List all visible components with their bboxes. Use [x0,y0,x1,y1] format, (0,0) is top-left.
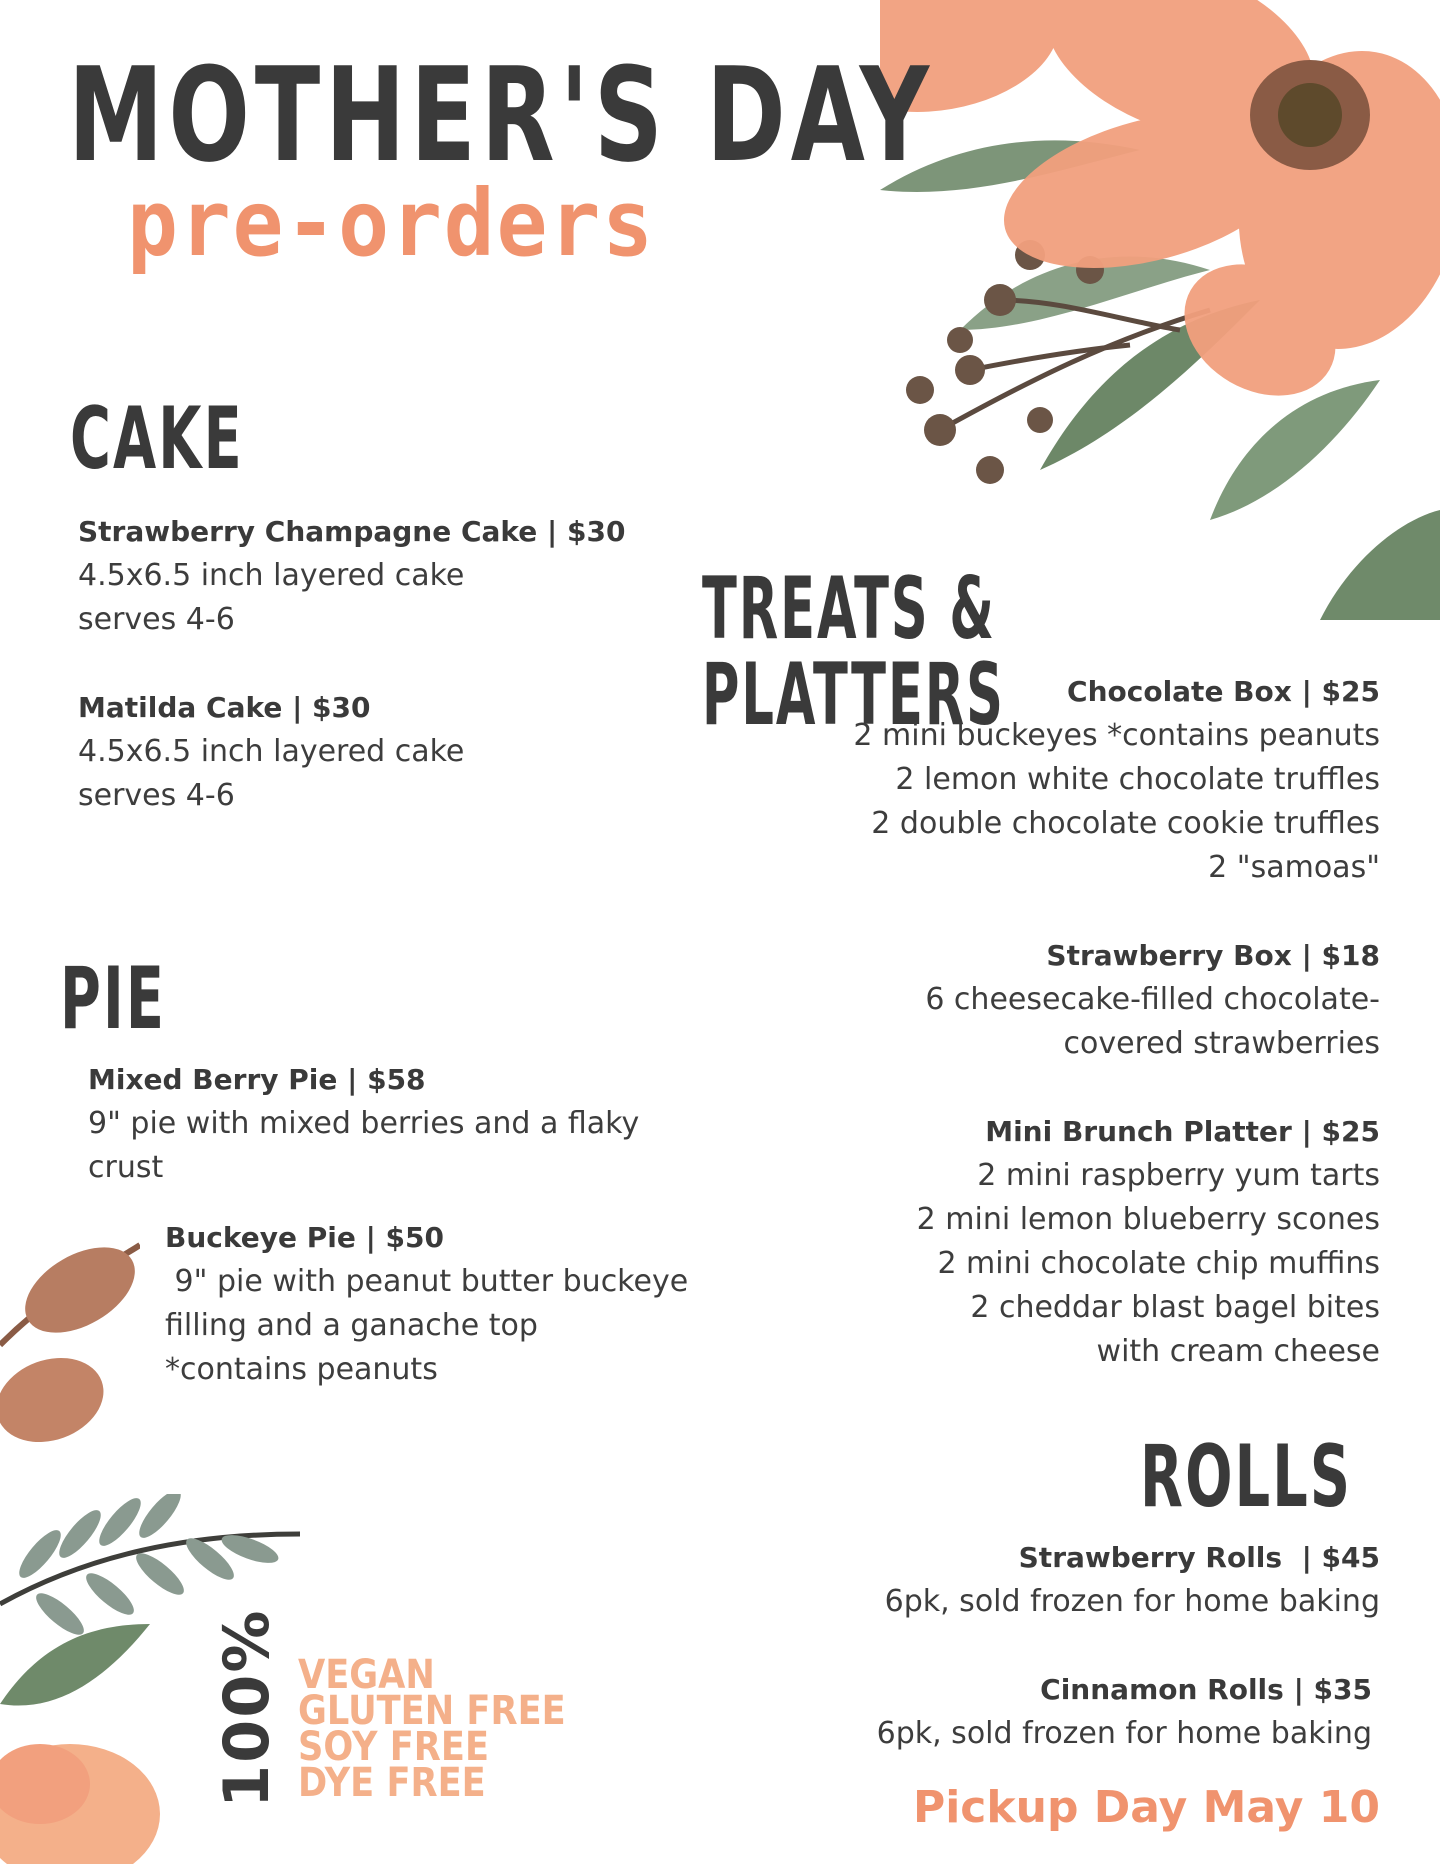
item-line: 4.5x6.5 inch layered cake [78,558,465,593]
item-line: 2 mini raspberry yum tarts [977,1158,1380,1193]
item-title: Chocolate Box | $25 [1067,675,1380,708]
item-title: Strawberry Rolls | $45 [1018,1541,1380,1574]
item-line: 2 "samoas" [1208,850,1380,885]
pickup-day: Pickup Day May 10 [912,1782,1380,1833]
treats-heading: TREATS & PLATTERS [702,559,1005,745]
cake-item-1 [78,510,625,642]
badge-line: GLUTEN FREE [298,1688,566,1734]
item-title: Strawberry Box | $18 [1046,939,1380,972]
item-line: *contains peanuts [165,1352,438,1387]
rolls-heading: ROLLS [1140,1427,1353,1527]
item-line: 6pk, sold frozen for home baking [876,1716,1372,1751]
leaf-illustration-left [0,1225,140,1485]
item-line: crust [88,1150,164,1185]
item-line: 6 cheesecake-filled chocolate- [925,982,1380,1017]
badge-line: SOY FREE [298,1724,490,1770]
item-title: Mixed Berry Pie | $58 [88,1063,426,1096]
pie-heading: PIE [60,949,167,1049]
item-title: Strawberry Champagne Cake | $30 [78,515,626,548]
item-line: serves 4-6 [78,778,235,813]
item-line: 6pk, sold frozen for home baking [884,1584,1380,1619]
cake-item-2 [78,686,464,818]
rolls-item-1 [680,1536,1380,1624]
badge-line: DYE FREE [298,1760,486,1806]
item-line: covered strawberries [1063,1026,1380,1061]
item-title: Matilda Cake | $30 [78,691,371,724]
item-line: 2 double chocolate cookie truffles [871,806,1380,841]
item-line: 2 cheddar blast bagel bites [970,1290,1380,1325]
treats-item-2 [680,934,1380,1066]
item-line: filling and a ganache top [165,1308,538,1343]
treats-item-1 [680,670,1380,890]
item-line: 2 mini buckeyes *contains peanuts [853,718,1380,753]
pie-item-1 [88,1058,639,1190]
item-line: 9" pie with peanut butter buckeye [165,1264,689,1299]
item-line: 2 mini lemon blueberry scones [916,1202,1380,1237]
page-subtitle: pre-orders [126,170,655,277]
badge-percent: 100% [210,1608,283,1808]
item-line: serves 4-6 [78,602,235,637]
treats-item-3 [680,1110,1380,1374]
rolls-item-2 [672,1668,1372,1756]
page-title: MOTHER'S DAY [68,39,934,191]
item-line: 4.5x6.5 inch layered cake [78,734,465,769]
item-title: Mini Brunch Platter | $25 [985,1115,1380,1148]
badge-line: VEGAN [298,1652,435,1698]
pie-item-2 [165,1216,688,1392]
item-line: with cream cheese [1096,1334,1380,1369]
item-line: 9" pie with mixed berries and a flaky [88,1106,640,1141]
item-title: Cinnamon Rolls | $35 [1040,1673,1372,1706]
item-title: Buckeye Pie | $50 [165,1221,445,1254]
cake-heading: CAKE [70,389,244,489]
item-line: 2 lemon white chocolate truffles [895,762,1380,797]
badge-list [298,1652,566,1806]
item-line: 2 mini chocolate chip muffins [937,1246,1380,1281]
